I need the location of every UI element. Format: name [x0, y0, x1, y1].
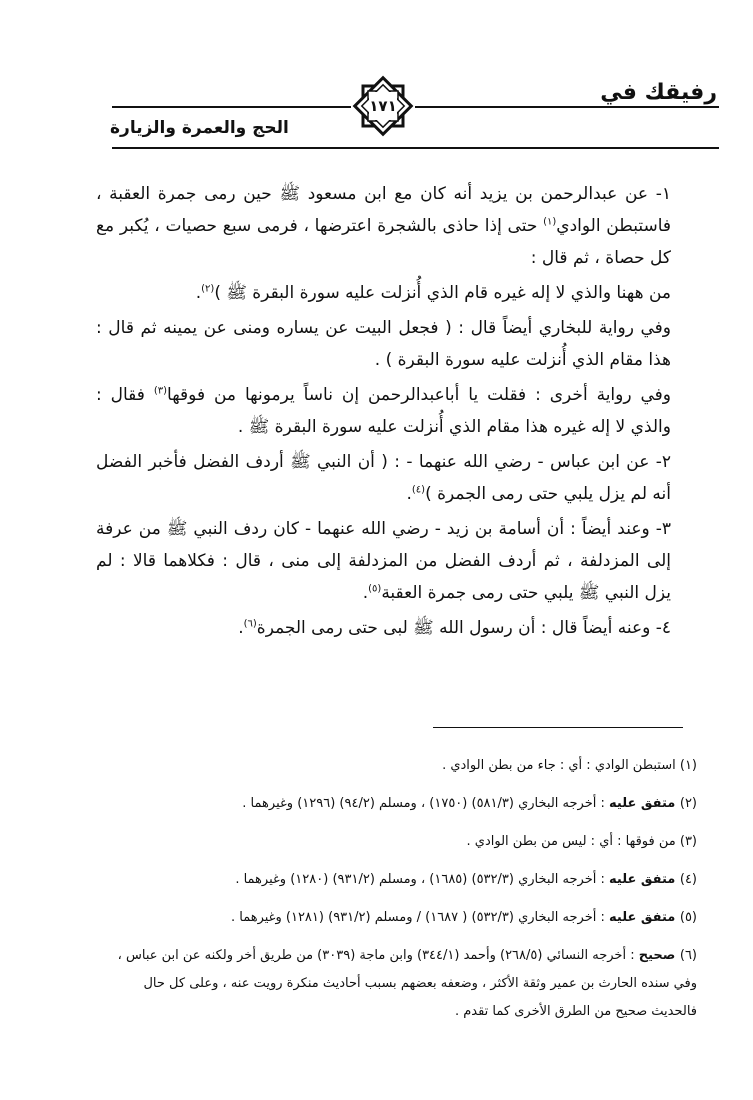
footnote-number: (٢)	[679, 796, 697, 811]
footnote-grade: متفق عليه	[609, 910, 680, 925]
footnote-grade: صحيح	[638, 948, 680, 963]
paragraph-text: ٤- وعنه أيضاً قال : أن رسول الله ﷺ لبى حتى رمى الجمرة	[256, 618, 671, 638]
paragraph-text: وفي رواية للبخاري أيضاً قال : ( فجعل البيت عن يساره ومنى عن يمينه ثم قال : هذا مقام الذي أُنزلت عليه سورة البقرة ) .	[96, 318, 671, 370]
paragraph-text: ٣- وعند أيضاً : أن أسامة بن زيد - رضي الله عنهما - كان ردف النبي ﷺ من عرفة إلى المزدلفة ، ثم أردف الفضل من المزدلفة إلى منى ، قال : فكلاهما قالا : لم يزل النبي ﷺ يلبي حتى رمى جمرة العقبة	[96, 519, 671, 603]
footnote-text: استبطن الوادي : أي : جاء من بطن الوادي .	[442, 758, 680, 773]
footnote-number: (٣)	[679, 834, 697, 849]
paragraph-text: فقال : والذي لا إله غيره هذا مقام الذي أُنزلت عليه سورة البقرة ﷺ .	[96, 385, 671, 437]
footnote-text: : أخرجه البخاري (٥٨١/٣) (١٧٥٠) ، ومسلم (٩٤/٢) (١٢٩٦) وغيرهما .	[242, 796, 609, 811]
footnote-4	[94, 866, 697, 893]
paragraph-bukhari-narration	[96, 312, 715, 376]
footnote-ref: (٣)	[153, 385, 168, 397]
paragraph-text: .	[238, 618, 244, 638]
footnote-1	[94, 752, 697, 779]
paragraph-text: .	[195, 283, 202, 303]
paragraph-text: ١- عن عبدالرحمن بن يزيد أنه كان مع ابن مسعود ﷺ حين رمى جمرة العقبة ، فاستبطن الوادي	[96, 184, 671, 236]
header-rule-top	[112, 106, 719, 108]
paragraph-text: حتى إذا حاذى بالشجرة اعترضها ، فرمى سبع حصيات ، يُكبر مع كل حصاة ، ثم قال :	[96, 216, 671, 268]
paragraph-hadith-3	[96, 513, 715, 609]
paragraph-text: ٢- عن ابن عباس - رضي الله عنهما - : ( أن النبي ﷺ أردف الفضل فأخبر الفضل أنه لم يزل يلبي حتى رمى الجمرة )	[96, 452, 671, 504]
footnote-2	[94, 790, 697, 817]
paragraph-quote	[96, 277, 715, 309]
footnotes	[94, 752, 697, 1037]
footnote-number: (١)	[679, 758, 697, 773]
footnote-grade: متفق عليه	[609, 872, 680, 887]
footnote-text: : أخرجه البخاري (٥٣٢/٣) (١٦٨٥) ، ومسلم (٩٣١/٢) (١٢٨٠) وغيرهما .	[235, 872, 609, 887]
footnote-ref: (٦)	[243, 618, 257, 630]
footnote-ref: (٢)	[201, 283, 215, 295]
paragraph-text: من ههنا والذي لا إله غيره قام الذي أُنزلت عليه سورة البقرة ﷺ )	[214, 283, 671, 303]
book-title: الحج والعمرة والزيارة	[110, 118, 289, 138]
paragraph-text: .	[406, 484, 412, 504]
footnote-text: من فوقها : أي : ليس من بطن الوادي .	[466, 834, 680, 849]
footnote-number: (٤)	[679, 872, 697, 887]
paragraph-other-narration	[96, 379, 715, 443]
footnote-text: : أخرجه النسائي (٢٦٨/٥) وأحمد (٣٤٤/١) وابن ماجة (٣٠٣٩) من طريق أخر ولكنه عن ابن عباس ، وفي سنده الحارث بن عمير وثقة الأكثر ، وضعفه بعضهم بسبب أحاديث منكرة رويت عنه ، وعلى كل حال فالحديث صحيح من الطرق الأخرى كما تقدم .	[117, 948, 697, 1019]
footnote-grade: متفق عليه	[609, 796, 680, 811]
footnote-ref: (١)	[543, 216, 557, 228]
paragraph-text: .	[362, 583, 369, 603]
footnote-3	[94, 828, 697, 855]
paragraph-hadith-1	[96, 178, 715, 274]
footnote-ref: (٥)	[368, 583, 382, 595]
paragraph-text: وفي رواية أخرى : فقلت يا أباعبدالرحمن إن ناساً يرمونها من فوقها	[167, 385, 671, 405]
footnote-number: (٥)	[679, 910, 697, 925]
page-number: ١٧١	[369, 97, 397, 115]
page-number-badge	[351, 74, 415, 138]
header-rule-bottom	[112, 147, 719, 149]
paragraph-hadith-4	[96, 612, 715, 644]
footnote-number: (٦)	[679, 948, 697, 963]
footnote-text: : أخرجه البخاري (٥٣٢/٣) ( ١٦٨٧) / ومسلم (٩٣١/٢) (١٢٨١) وغيرهما .	[230, 910, 609, 925]
paragraph-hadith-2	[96, 446, 715, 510]
footnote-5	[94, 904, 697, 931]
main-text	[96, 178, 715, 647]
footnote-ref: (٤)	[411, 484, 426, 496]
footnote-6	[94, 942, 697, 1026]
series-title: رفيقك في	[600, 80, 717, 105]
footnote-divider	[433, 727, 683, 728]
